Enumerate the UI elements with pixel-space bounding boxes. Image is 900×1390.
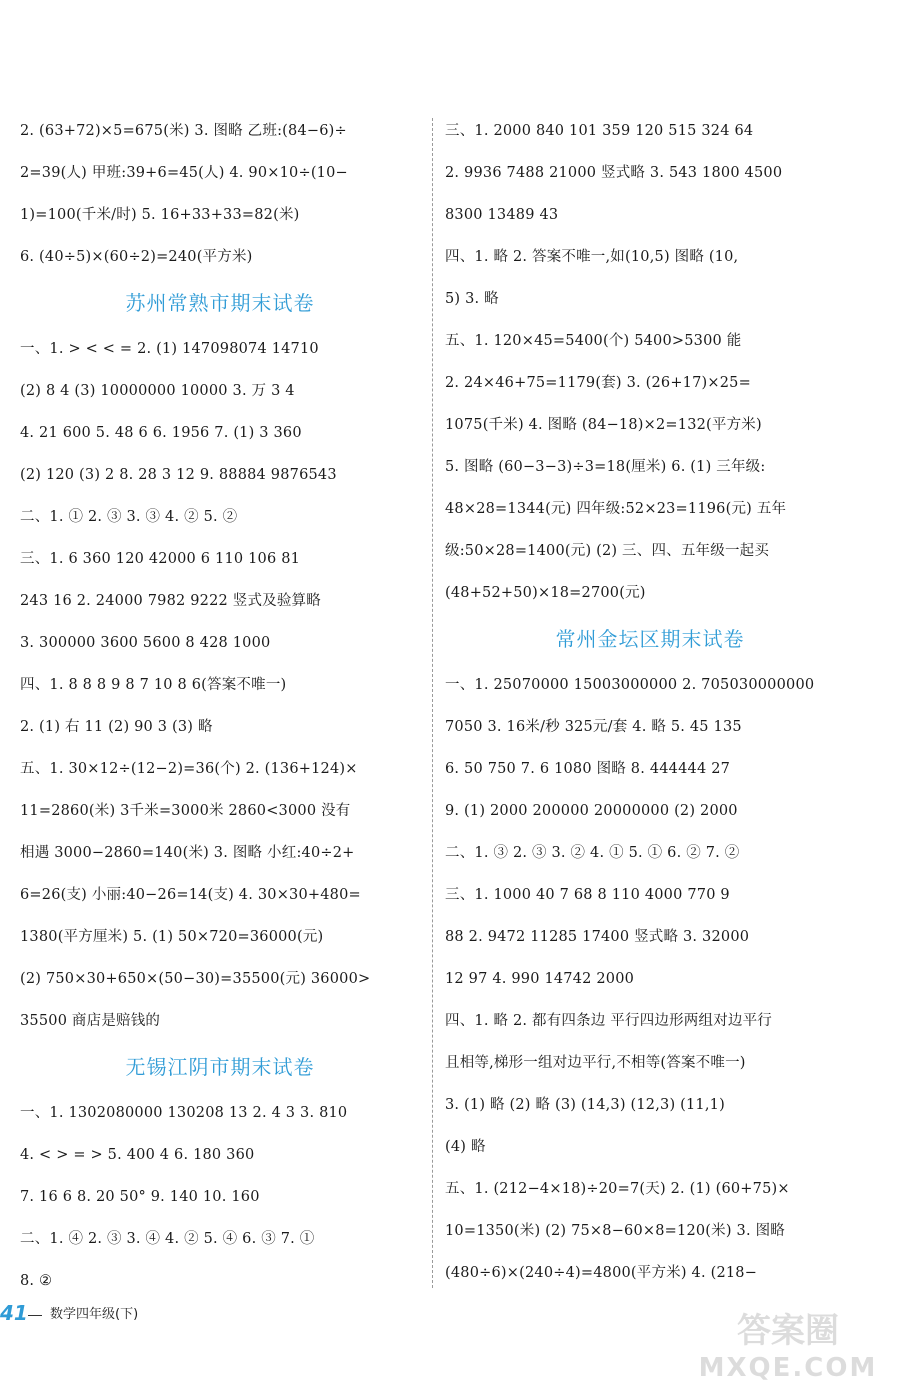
answer-line: (4) 略: [445, 1139, 486, 1155]
answer-line: 4. < > = > 5. 400 4 6. 180 360: [20, 1147, 255, 1163]
answer-line: 1380(平方厘米) 5. (1) 50×720=36000(元): [20, 929, 324, 945]
answer-line: 二、1. ③ 2. ③ 3. ② 4. ① 5. ① 6. ② 7. ②: [445, 845, 740, 861]
answer-line: 88 2. 9472 11285 17400 竖式略 3. 32000: [445, 929, 750, 945]
answer-line: 48×28=1344(元) 四年级:52×23=1196(元) 五年: [445, 501, 787, 517]
watermark-bottom-text: MXQE.COM: [698, 1353, 878, 1382]
answer-line: 级:50×28=1400(元) (2) 三、四、五年级一起买: [445, 543, 770, 559]
section-title: 常州金坛区期末试卷: [555, 627, 745, 651]
answer-line: (480÷6)×(240÷4)=4800(平方米) 4. (218−: [445, 1265, 758, 1281]
answer-line: 四、1. 8 8 8 9 8 7 10 8 6(答案不唯一): [20, 677, 287, 693]
answer-line: 一、1. > < < = 2. (1) 147098074 14710: [20, 341, 319, 357]
answer-line: 7. 16 6 8. 20 50° 9. 140 10. 160: [20, 1189, 260, 1205]
answer-line: 3. (1) 略 (2) 略 (3) (14,3) (12,3) (11,1): [445, 1097, 725, 1113]
column-divider: [432, 118, 433, 1288]
answer-line: 2=39(人) 甲班:39+6=45(人) 4. 90×10÷(10−: [20, 165, 348, 181]
answer-line: 6. (40÷5)×(60÷2)=240(平方米): [20, 249, 253, 265]
answer-line: 1075(千米) 4. 图略 (84−18)×2=132(平方米): [445, 417, 762, 433]
answer-line: 4. 21 600 5. 48 6 6. 1956 7. (1) 3 360: [20, 425, 302, 441]
answer-line: 7050 3. 16米/秒 325元/套 4. 略 5. 45 135: [445, 719, 742, 735]
answer-line: 相遇 3000−2860=140(米) 3. 图略 小红:40÷2+: [20, 845, 355, 861]
answer-line: 12 97 4. 990 14742 2000: [445, 971, 635, 987]
right-column: [445, 110, 855, 1294]
answer-line: 且相等,梯形一组对边平行,不相等(答案不唯一): [445, 1055, 746, 1071]
answer-line: 二、1. ④ 2. ③ 3. ④ 4. ② 5. ④ 6. ③ 7. ①: [20, 1231, 315, 1247]
answer-line: (2) 750×30+650×(50−30)=35500(元) 36000>: [20, 971, 371, 987]
answer-line: 8. ②: [20, 1273, 53, 1289]
watermark-top-text: 答案圈: [737, 1311, 839, 1351]
answer-line: 三、1. 1000 40 7 68 8 110 4000 770 9: [445, 887, 730, 903]
answer-line: 8300 13489 43: [445, 207, 559, 223]
answer-line: 3. 300000 3600 5600 8 428 1000: [20, 635, 271, 651]
answer-line: 1)=100(千米/时) 5. 16+33+33=82(米): [20, 207, 300, 223]
answer-line: 一、1. 1302080000 130208 13 2. 4 3 3. 810: [20, 1105, 348, 1121]
answer-line: 35500 商店是赔钱的: [20, 1013, 161, 1029]
answer-line: 11=2860(米) 3千米=3000米 2860<3000 没有: [20, 803, 351, 819]
answer-line: 三、1. 2000 840 101 359 120 515 324 64: [445, 123, 754, 139]
answer-line: 2. 24×46+75=1179(套) 3. (26+17)×25=: [445, 375, 751, 391]
answer-line: 5. 图略 (60−3−3)÷3=18(厘米) 6. (1) 三年级:: [445, 459, 766, 475]
answer-line: 6. 50 750 7. 6 1080 图略 8. 444444 27: [445, 761, 731, 777]
answer-line: 2. 9936 7488 21000 竖式略 3. 543 1800 4500: [445, 165, 783, 181]
answer-line: 243 16 2. 24000 7982 9222 竖式及验算略: [20, 593, 321, 609]
answer-line: 2. (63+72)×5=675(米) 3. 图略 乙班:(84−6)÷: [20, 123, 347, 139]
answer-line: 五、1. 30×12÷(12−2)=36(个) 2. (136+124)×: [20, 761, 358, 777]
answer-line: 三、1. 6 360 120 42000 6 110 106 81: [20, 551, 301, 567]
answer-line: 五、1. (212−4×18)÷20=7(天) 2. (1) (60+75)×: [445, 1181, 790, 1197]
section-title: 无锡江阴市期末试卷: [125, 1055, 315, 1079]
answer-line: 二、1. ① 2. ③ 3. ③ 4. ② 5. ②: [20, 509, 238, 525]
answer-line: (2) 120 (3) 2 8. 28 3 12 9. 88884 9876543: [20, 467, 337, 483]
answer-line: 四、1. 略 2. 答案不唯一,如(10,5) 图略 (10,: [445, 249, 739, 265]
answer-line: 10=1350(米) (2) 75×8−60×8=120(米) 3. 图略: [445, 1223, 785, 1239]
watermark-logo: [688, 1302, 888, 1382]
answer-line: 五、1. 120×45=5400(个) 5400>5300 能: [445, 333, 742, 349]
page-number: 41: [0, 1301, 28, 1325]
answer-line: 5) 3. 略: [445, 291, 499, 307]
answer-line: 2. (1) 右 11 (2) 90 3 (3) 略: [20, 719, 213, 735]
answer-line: (48+52+50)×18=2700(元): [445, 585, 646, 601]
book-subject: 数学四年级(下): [50, 1307, 139, 1322]
answer-line: 9. (1) 2000 200000 20000000 (2) 2000: [445, 803, 738, 819]
answer-line: 6=26(支) 小丽:40−26=14(支) 4. 30×30+480=: [20, 887, 361, 903]
left-column: [20, 110, 420, 1302]
answer-line: 四、1. 略 2. 都有四条边 平行四边形两组对边平行: [445, 1013, 773, 1029]
answer-line: (2) 8 4 (3) 10000000 10000 3. 万 3 4: [20, 383, 295, 399]
answer-line: 一、1. 25070000 15003000000 2. 705030000000: [445, 677, 815, 693]
footer-dash: [28, 1315, 42, 1316]
section-title: 苏州常熟市期末试卷: [125, 291, 315, 315]
